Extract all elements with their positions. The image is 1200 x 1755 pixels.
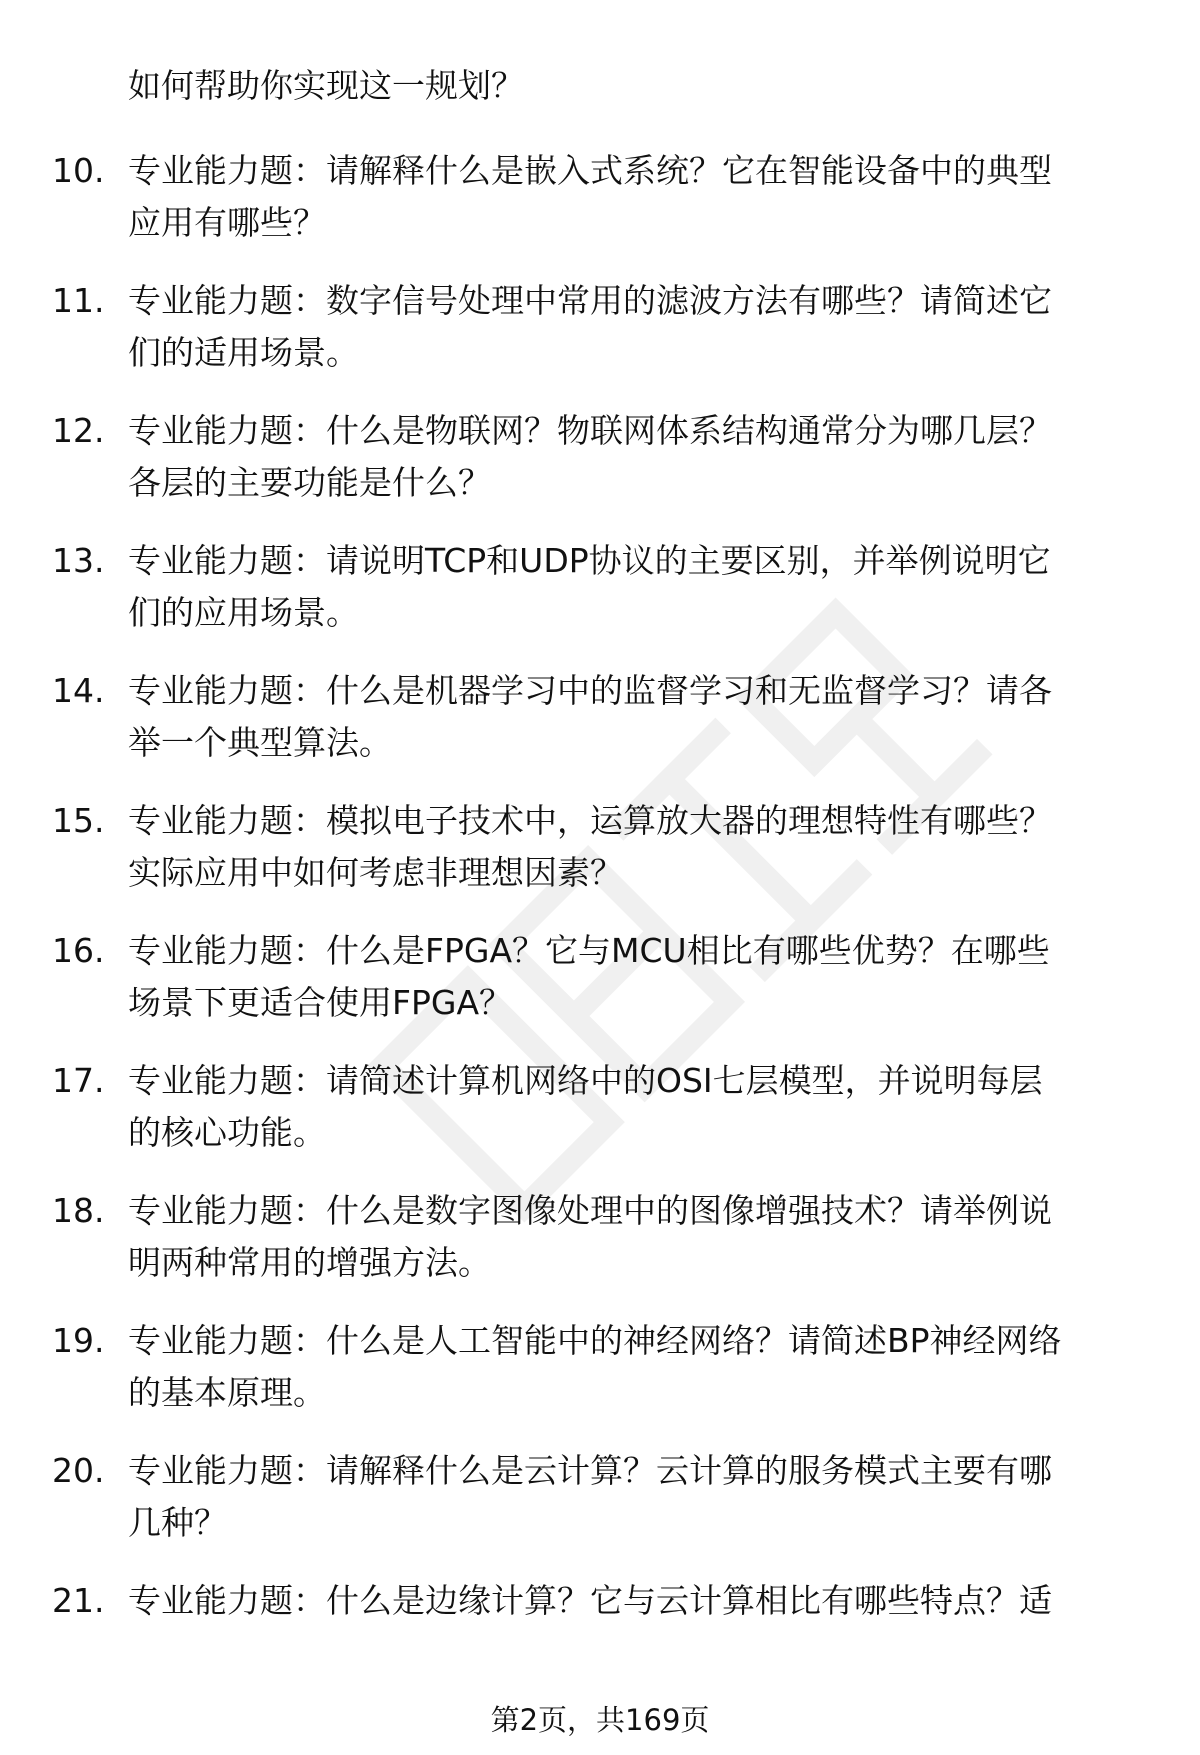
- question-item: [0, 925, 1200, 1055]
- question-line: 专业能力题：数字信号处理中常用的滤波方法有哪些？请简述它: [128, 281, 1052, 320]
- question-number: 16.: [52, 931, 105, 970]
- question-line: 专业能力题：请说明TCP和UDP协议的主要区别，并举例说明它: [128, 541, 1051, 580]
- question-number: 20.: [52, 1451, 105, 1490]
- question-number: 18.: [52, 1191, 105, 1230]
- question-line: 们的应用场景。: [128, 593, 359, 632]
- question-line: 举一个典型算法。: [128, 723, 392, 762]
- question-text: [128, 925, 1148, 1029]
- question-item: [0, 665, 1200, 795]
- question-item: [0, 405, 1200, 535]
- question-line: 专业能力题：请解释什么是嵌入式系统？它在智能设备中的典型: [128, 151, 1052, 190]
- question-item: [0, 535, 1200, 665]
- question-line: 专业能力题：什么是物联网？物联网体系结构通常分为哪几层？: [128, 411, 1052, 450]
- question-line: 专业能力题：什么是人工智能中的神经网络？请简述BP神经网络: [128, 1321, 1062, 1360]
- question-item: [0, 1445, 1200, 1575]
- question-number: 12.: [52, 411, 105, 450]
- question-item: [0, 1315, 1200, 1445]
- question-line: 几种？: [128, 1503, 227, 1542]
- question-line: 场景下更适合使用FPGA？: [128, 983, 513, 1022]
- question-text: [128, 1445, 1148, 1549]
- question-line: 专业能力题：什么是机器学习中的监督学习和无监督学习？请各: [128, 671, 1052, 710]
- question-text: [128, 145, 1148, 249]
- question-text: [128, 1315, 1148, 1419]
- question-item: [0, 1185, 1200, 1315]
- question-text: [128, 535, 1148, 639]
- question-line: 应用有哪些？: [128, 203, 326, 242]
- question-number: 19.: [52, 1321, 105, 1360]
- question-number: 21.: [52, 1581, 105, 1620]
- question-line: 专业能力题：什么是数字图像处理中的图像增强技术？请举例说: [128, 1191, 1052, 1230]
- question-item: [0, 1575, 1200, 1705]
- question-line: 的核心功能。: [128, 1113, 326, 1152]
- question-line: 专业能力题：什么是FPGA？它与MCU相比有哪些优势？在哪些: [128, 931, 1050, 970]
- question-item: [0, 275, 1200, 405]
- question-line: 专业能力题：请解释什么是云计算？云计算的服务模式主要有哪: [128, 1451, 1052, 1490]
- question-line: 专业能力题：什么是边缘计算？它与云计算相比有哪些特点？适: [128, 1581, 1052, 1620]
- question-text: [128, 665, 1148, 769]
- question-number: 13.: [52, 541, 105, 580]
- question-line: 各层的主要功能是什么？: [128, 463, 491, 502]
- question-text: [128, 405, 1148, 509]
- question-item: [0, 795, 1200, 925]
- question-line: 专业能力题：请简述计算机网络中的OSI七层模型，并说明每层: [128, 1061, 1043, 1100]
- question-line: 们的适用场景。: [128, 333, 359, 372]
- question-text: [128, 1055, 1148, 1159]
- question-line: 的基本原理。: [128, 1373, 326, 1412]
- question-item: [0, 1055, 1200, 1185]
- continuation-text: 如何帮助你实现这一规划？: [128, 66, 524, 105]
- page-footer: 第2页，共169页: [490, 1703, 710, 1737]
- question-line: 明两种常用的增强方法。: [128, 1243, 491, 1282]
- question-list: [0, 145, 1200, 1705]
- question-number: 11.: [52, 281, 105, 320]
- question-line: 实际应用中如何考虑非理想因素？: [128, 853, 623, 892]
- question-text: [128, 1185, 1148, 1289]
- question-number: 14.: [52, 671, 105, 710]
- question-text: [128, 1575, 1148, 1627]
- question-number: 17.: [52, 1061, 105, 1100]
- question-number: 15.: [52, 801, 105, 840]
- question-number: 10.: [52, 151, 105, 190]
- question-item: [0, 145, 1200, 275]
- question-text: [128, 795, 1148, 899]
- question-text: [128, 275, 1148, 379]
- question-line: 专业能力题：模拟电子技术中，运算放大器的理想特性有哪些？: [128, 801, 1052, 840]
